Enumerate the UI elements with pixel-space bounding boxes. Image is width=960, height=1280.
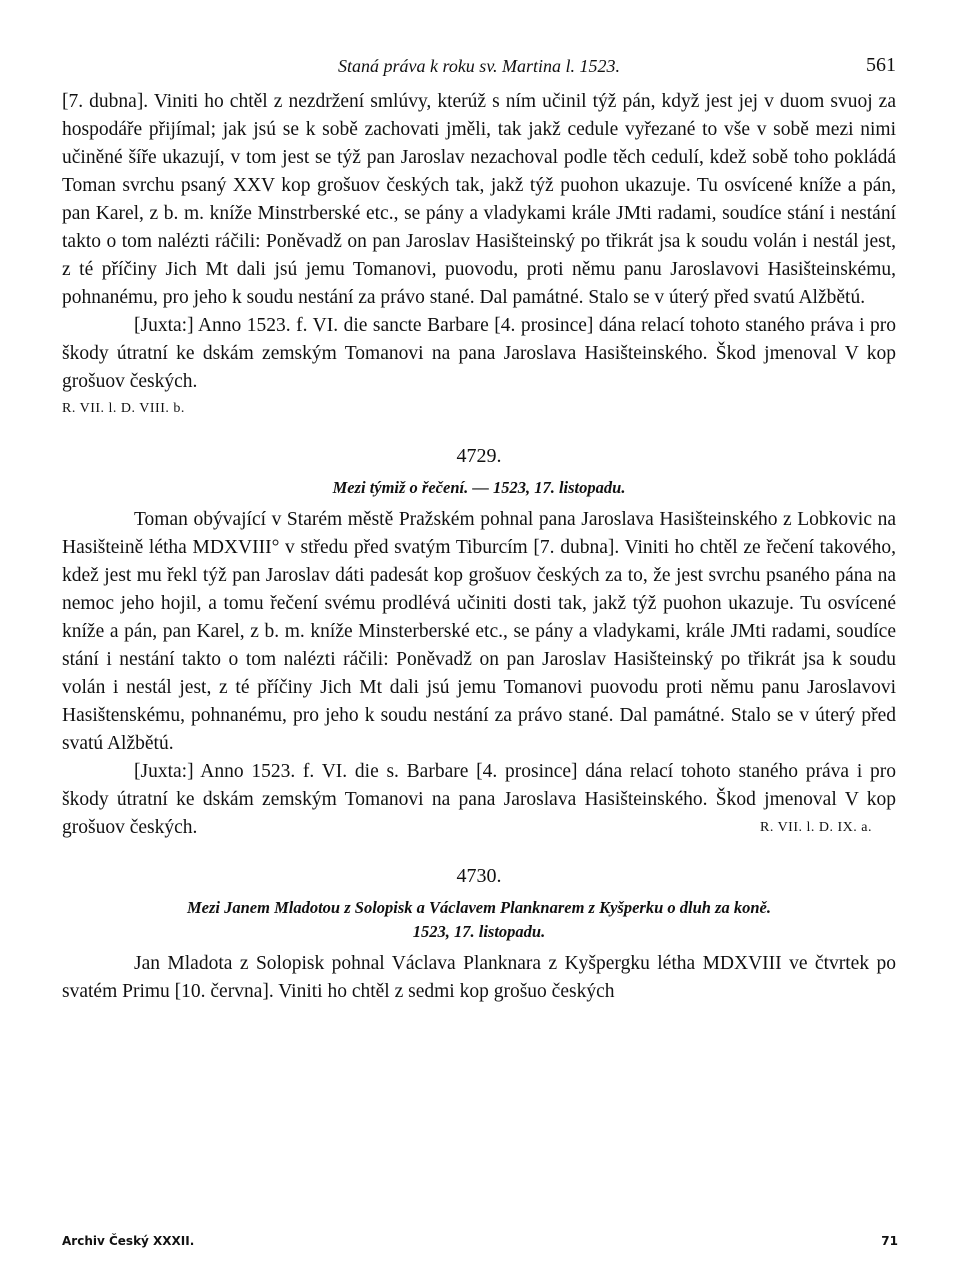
continuation-refs: R. VII. l. D. VIII. b. (62, 401, 185, 416)
entry-4730-heading-line2: 1523, 17. listopadu. (412, 922, 546, 941)
entry-4729-number: 4729. (456, 445, 502, 467)
page-number: 561 (866, 54, 896, 76)
document-page (62, 52, 896, 1006)
entry-4730-heading-line1: Mezi Janem Mladotou z Solopisk a Václavem Planknarem z Kyšperku o dluh za koně. (187, 898, 771, 917)
entry-4729-refs: R. VII. l. D. IX. a. (759, 820, 872, 835)
entry-4730-heading (62, 896, 896, 944)
running-title: Staná práva k roku sv. Martina l. 1523. (338, 56, 620, 76)
entry-4729-juxta-paragraph (62, 758, 896, 842)
footer-signature: Archiv Český XXXII. (62, 1234, 195, 1248)
entry-4730-paragraph: Jan Mladota z Solopisk pohnal Václava Planknara z Kyšpergku létha MDXVIII ve čtvrtek po svatém Primu [10. června]. Viniti ho chtěl z sedmi kop grošuo českých (62, 953, 896, 1002)
entry-4729-juxta-text: [Juxta:] Anno 1523. f. VI. die s. Barbare [4. prosince] dána relací tohoto staného práva i pro škody útratní ke dskám zemským Tomanovi na pana Jaroslava Hasišteinského. Škod jmenoval V kop grošuov českých. (62, 761, 896, 838)
continuation-juxta-paragraph: [Juxta:] Anno 1523. f. VI. die sancte Barbare [4. prosince] dána relací tohoto staného práva i pro škody útratní ke dskám zemským Tomanovi na pana Jaroslava Hasišteinského. Škod jmenoval V kop grošuov českých. (62, 315, 896, 392)
entry-4729-heading: Mezi týmiž o řečení. — 1523, 17. listopadu. (332, 478, 626, 497)
footer-sheet-number: 71 (881, 1234, 898, 1248)
page-footer (62, 1234, 898, 1254)
entry-4730-number: 4730. (456, 865, 502, 887)
running-head (62, 52, 896, 88)
continuation-paragraph: [7. dubna]. Viniti ho chtěl z nezdržení smlúvy, kterúž s ním učinil týž pán, když jest jej v duom svuoj za hospodáře přijímal; jak jsú se k sobě zachovati jměli, tak jakž cedule vyřezané to vše v sobě mezi nimi učiněné šíře ukazují, v tom jest se týž pan Jaroslav nezachoval podle těch cedulí, kdež sobě toho pokládá Toman svrchu psaný XXV kop grošuov českých tak, jakž týž puohon ukazuje. Tu osvícené kníže a pán, pan Karel, z b. m. kníže Minstrberské etc., se pány a vladykami krále JMti radami, soudíce stání i nestání takto o tom nalézti ráčili: Poněvadž on pan Jaroslav Hasišteinský po třikrát jsa k soudu volán i nestál jest, z té příčiny Jich Mt dali jsú jemu Tomanovi, puovodu, proti němu panu Jaroslavovi Hasišteinskému, pohnanému, pro jeho k soudu nestání za právo stané. Dal památné. Stalo se v úterý před svatú Alžbětú. (62, 91, 896, 308)
entry-4729-paragraph: Toman obývající v Starém městě Pražském pohnal pana Jaroslava Hasišteinského z Lobkovic na Hasišteině létha MDXVIII° v středu před svatým Tiburcím [7. dubna]. Viniti ho chtěl ze řečení takového, kdež jest mu řekl týž pan Jaroslav dáti padesát kop grošuov českých za to, že jest svrchu psaného pána na nemoc jeho hojil, a tomu řečení svému prodlévá učiniti dosti tak, jakž týž puohon ukazuje. Tu osvícené kníže a pán, pan Karel, z b. m. kníže Minsterberské etc., se pány a vladykami, krále JMti radami, soudíce stání i nestání takto o tom nalézti ráčili: Poněvadž on pan Jaroslav Hasišteinský po třikrát jsa k soudu volán i nestál jest, z té příčiny Jich Mt dali jsú jemu Tomanovi puovodu proti němu panu Jaroslavovi Hasištenskému, pohnanému, pro jeho k soudu nestání za právo stané. Dal památné. Stalo se v úterý před svatú Alžbětú. (62, 509, 896, 754)
